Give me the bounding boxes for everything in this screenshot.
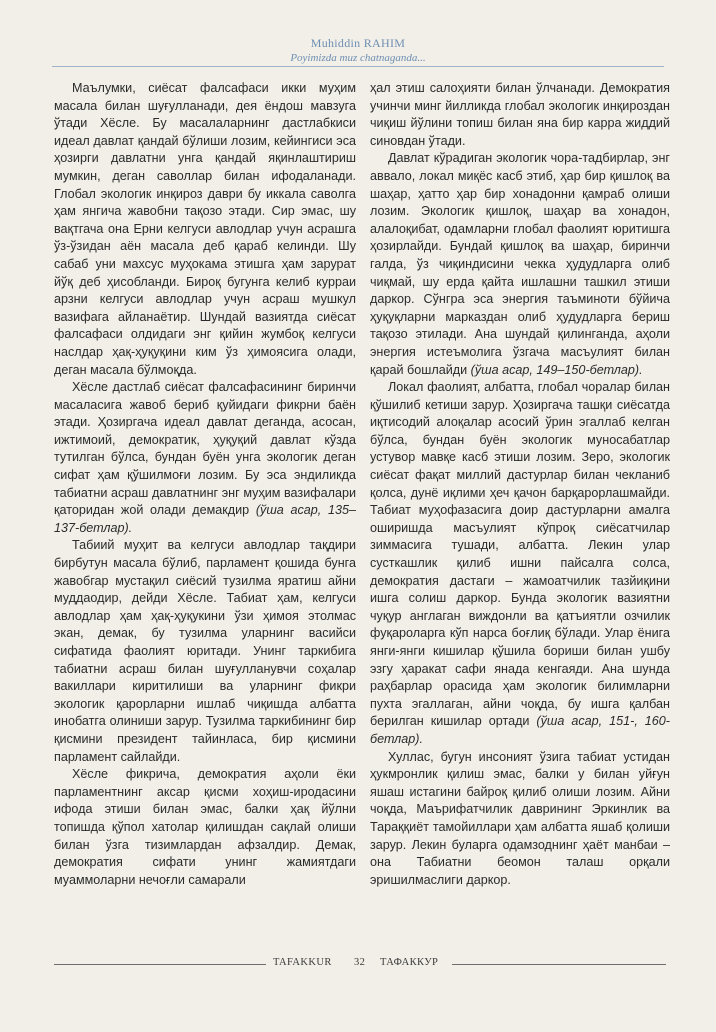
paragraph-text: ҳал этиш салоҳияти билан ўлчанади. Демократия учинчи минг йилликда глобал экологик инқироздан чиқиш йўлини топиш билан яна бир карра жиддий синовдан ўтади. (370, 81, 670, 148)
paragraph-text: Хуллас, бугун инсоният ўзига табиат устидан ҳукмронлик қилиш эмас, балки у билан уйғун яшаш истагини байроқ қилиб олиши лозим. Айни чоқда, Маърифатчилик даврининг Эркинлик ва Тараққиёт тамойиллари ҳам албатта яшаб қолиши зарур. Лекин буларга одамзоднинг ҳаёт манбаи – она Табиатни беомон талаш орқали эришилмаслиги даркор. (370, 749, 670, 887)
running-header (0, 36, 716, 64)
footer-rule-right (452, 964, 666, 965)
paragraph-text: Маълумки, сиёсат фалсафаси икки муҳим масала билан шуғулланади, дея ёндош мавзуга ўтади Хёсле. Бу масалаларнинг дастлабкиси идеал давлат қандай бўлиши лозим, кейингиси эса ҳозирги давлатни унга қандай яқинлаштириш мумкин, деган саволлар билан ифодаланади. Глобал экологик инқироз даври бу иккала саволга ҳам янгича жавобни тақозо этади. Сир эмас, шу вақтгача она Ерни келгуси авлодлар учун асрашга ўз-ўзидан аён масала деб қараб келинди. Шу сабаб уни махсус муҳокама этишга ҳам зарурат йўқ деб ҳисобланди. Бироқ бугунга келиб курраи арзни келгуси авлодлар учун асраш мушкул вазифага айланаётир. Шундай вазиятда сиёсат фалсафаси олдидаги энг қийин жумбоқ келгуси наслдар ҳақ-ҳуқуқини ким ўз ҳимоясига олади, деган масала бўлмоқда. (54, 81, 356, 377)
right-column (370, 80, 670, 889)
paragraph (370, 379, 670, 748)
citation: (ўша асар, 151-, 160-бетлар). (370, 714, 670, 746)
citation: (ўша асар, 135–137-бетлар). (54, 503, 356, 535)
footer-label-cyrillic: ТАФАККУР (380, 957, 439, 968)
paragraph (370, 80, 670, 150)
page-footer (0, 956, 716, 972)
page-number: 32 (354, 957, 366, 968)
paragraph-text: Давлат кўрадиган экологик чора-тадбирлар, энг аввало, локал миқёс касб этиб, ҳар бир қишлоқ ва шаҳар, ҳатто ҳар бир хонадонни қамраб олиши лозим. Экологик қишлоқ, шаҳар ва хонадон, алалоқибат, одамларни глобал фаолият юритишга ҳозирлайди. Бундай қишлоқ ва шаҳар, биринчи галда, ўз чиқиндисини чекка ҳудудларга олиб чиқмай, шу ерда қайта ишлашни ташкил этиши даркор. Сўнгра эса энергия таъминоти бўйича ҳуқуқларни марказдан олиб ҳудудларга бериш тақозо этилади. Ана шундай қилинганда, аҳоли энергия истеъмолига ўзгача масъулият билан қарай бошлайди (370, 151, 670, 377)
footer-label-latin: TAFAKKUR (273, 957, 332, 968)
paragraph-text: Хёсле фикрича, демократия аҳоли ёки парламентнинг аксар қисми хоҳиш-иродасини ифода этиши билан эмас, балки ҳақ йўлни топишда қўпол хатолар қилишдан сақлай олиши билан ўзга тизимлардан афзалдир. Демак, демократия сифати унинг жамиятдаги муаммоларни нечоғли самарали (54, 767, 356, 887)
citation: (ўша асар, 149–150-бетлар). (470, 362, 643, 377)
header-author: Muhiddin RAHIM (310, 36, 406, 50)
paragraph (54, 379, 356, 537)
footer-rule-left (54, 964, 266, 965)
left-column (54, 80, 356, 889)
paragraph-text: Локал фаолият, албатта, глобал чоралар билан қўшилиб кетиши зарур. Ҳозиргача ташқи сиёсатда иқтисодий алоқалар асосий ўрин эгаллаб келган бўлса, бундан буён экологик муносабатлар устувор мавқе касб этиши лозим. Зеро, экологик сиёсат фақат миллий дастурлар билан чекланиб қолса, дунё иқлими ҳеч қачон барқарорлашмайди. Табиат муҳофазасига доир дастурларни амалга оширишда масъулият кўпроқ сиёсатчилар зиммасига тушади, албатта. Лекин улар сусткашлик қилиб ишни пайсалга солса, демократия дастаги – жамоатчилик тазйиқини ишга солиш даркор. Бунда экологик вазиятни чуқур англаган виждонли ва қатъиятли озчилик фуқароларга кўп нарса боғлиқ бўлади. Улар ёнига янги-янги кишилар қўшила бориши билан ушбу эзгу ҳаракат сафи янада кенгаяди. Ана шунда раҳбарлар орасида ҳам экологик билимларни пухта эгаллаган, айни чоқда, бу ишга қалбан берилган кишилар ортади (370, 380, 670, 729)
header-subtitle: Poyimizda muz chatnaganda... (290, 52, 426, 64)
paragraph (370, 150, 670, 379)
paragraph-text: Хёсле дастлаб сиёсат фалсафасининг биринчи масаласига жавоб бериб қуйидаги фикрни баён этади. Ҳозиргача идеал давлат деганда, асосан, ижтимоий, демократик, ҳуқуқий давлат кўзда тутилган бўлса, бундан буён унга экологик деган сифат ҳам қўшилмоғи лозим. Бу эса эндиликда табиатни асраш давлатнинг энг муҳим вазифалари қаторидан жой олади демакдир (54, 380, 356, 518)
paragraph-text: Табиий муҳит ва келгуси авлодлар тақдири бирбутун масала бўлиб, парламент қошида бунга жавобгар мустақил сиёсий тузилма яратиш айни муддаодир, дейди Хёсле. Табиат ҳам, келгуси авлодлар ҳам ҳақ-ҳуқукини ўзи ҳимоя этолмас экан, демак, бу тузилма уларнинг васийси сифатида фаолият юритади. Унинг таркибига табиатни асраш билан шуғулланувчи соҳалар вакиллари киритилиши ва уларнинг фикри экологик қарорларни ишлаб чиқишда албатта инобатга олиниши зарур. Тузилма таркибининг бир қисмини президент тайинласа, бир қисмини парламент сайлайди. (54, 538, 356, 764)
paragraph (370, 749, 670, 890)
paragraph (54, 80, 356, 379)
paragraph (54, 766, 356, 889)
header-divider (52, 66, 664, 67)
paragraph (54, 537, 356, 766)
